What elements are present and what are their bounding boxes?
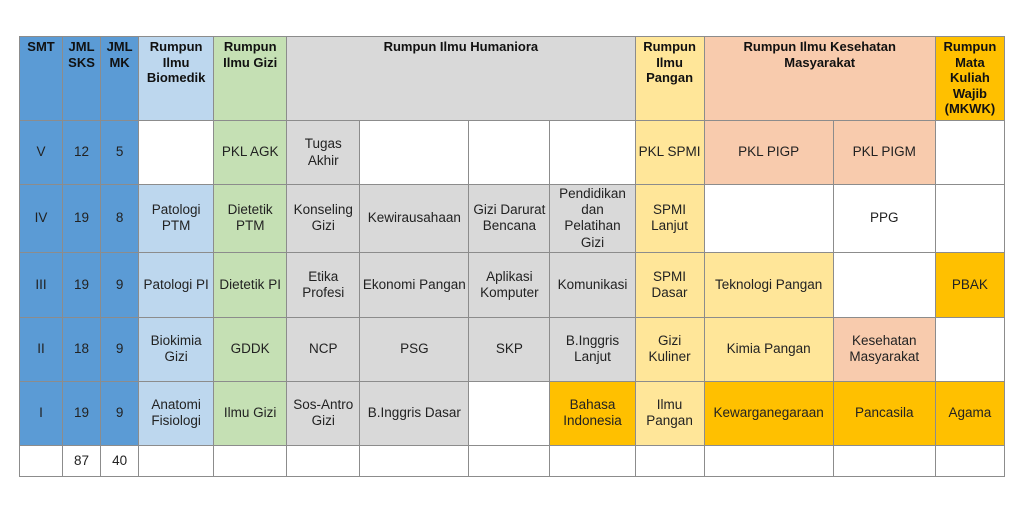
biomedik-cell: Patologi PI xyxy=(139,252,214,317)
table-row xyxy=(20,317,1005,381)
kesmas-cell: Kimia Pangan xyxy=(704,317,833,381)
mkwk-cell: PBAK xyxy=(935,252,1004,317)
pangan-cell: Ilmu Pangan xyxy=(635,381,704,445)
header-gizi: Rumpun Ilmu Gizi xyxy=(214,37,287,121)
mk-cell: 9 xyxy=(101,317,139,381)
mkwk-cell: Agama xyxy=(935,381,1004,445)
header-humaniora: Rumpun Ilmu Humaniora xyxy=(287,37,635,121)
humaniora-cell: Gizi Darurat Bencana xyxy=(469,185,550,253)
humaniora-cell xyxy=(469,381,550,445)
humaniora-cell xyxy=(360,121,469,185)
header-jml-mk: JML MK xyxy=(101,37,139,121)
biomedik-cell: Anatomi Fisiologi xyxy=(139,381,214,445)
sks-cell: 19 xyxy=(63,252,101,317)
mk-cell: 5 xyxy=(101,121,139,185)
table-row xyxy=(20,121,1005,185)
humaniora-cell: Komunikasi xyxy=(550,252,635,317)
kesmas-cell: PKL PIGM xyxy=(833,121,935,185)
kesmas-cell xyxy=(704,185,833,253)
empty-cell xyxy=(704,445,833,476)
humaniora-cell: PSG xyxy=(360,317,469,381)
totals-row xyxy=(20,445,1005,476)
header-mkwk: Rumpun Mata Kuliah Wajib (MKWK) xyxy=(935,37,1004,121)
biomedik-cell: Biokimia Gizi xyxy=(139,317,214,381)
empty-cell xyxy=(214,445,287,476)
header-pangan: Rumpun Ilmu Pangan xyxy=(635,37,704,121)
humaniora-cell xyxy=(550,121,635,185)
gizi-cell: Ilmu Gizi xyxy=(214,381,287,445)
humaniora-cell: B.Inggris Lanjut xyxy=(550,317,635,381)
header-jml-sks: JML SKS xyxy=(63,37,101,121)
kesmas-cell xyxy=(833,252,935,317)
humaniora-cell: Konseling Gizi xyxy=(287,185,360,253)
empty-cell xyxy=(550,445,635,476)
humaniora-cell: Sos-Antro Gizi xyxy=(287,381,360,445)
empty-cell xyxy=(469,445,550,476)
kesmas-cell: Pancasila xyxy=(833,381,935,445)
sks-cell: 19 xyxy=(63,185,101,253)
empty-cell xyxy=(139,445,214,476)
smt-cell: II xyxy=(20,317,63,381)
biomedik-cell: Patologi PTM xyxy=(139,185,214,253)
smt-cell: IV xyxy=(20,185,63,253)
empty-cell xyxy=(360,445,469,476)
mk-cell: 8 xyxy=(101,185,139,253)
totals-smt-cell xyxy=(20,445,63,476)
smt-cell: I xyxy=(20,381,63,445)
humaniora-cell: Etika Profesi xyxy=(287,252,360,317)
header-row xyxy=(20,37,1005,121)
kesmas-cell: Kesehatan Masyarakat xyxy=(833,317,935,381)
sks-cell: 18 xyxy=(63,317,101,381)
header-smt: SMT xyxy=(20,37,63,121)
empty-cell xyxy=(833,445,935,476)
empty-cell xyxy=(935,445,1004,476)
biomedik-cell xyxy=(139,121,214,185)
empty-cell xyxy=(287,445,360,476)
sks-cell: 19 xyxy=(63,381,101,445)
humaniora-cell: Aplikasi Komputer xyxy=(469,252,550,317)
kesmas-cell: PPG xyxy=(833,185,935,253)
sks-cell: 12 xyxy=(63,121,101,185)
humaniora-cell: Kewirausahaan xyxy=(360,185,469,253)
humaniora-cell: Pendidikan dan Pelatihan Gizi xyxy=(550,185,635,253)
mkwk-cell xyxy=(935,185,1004,253)
gizi-cell: GDDK xyxy=(214,317,287,381)
pangan-cell: SPMI Dasar xyxy=(635,252,704,317)
table-row xyxy=(20,185,1005,253)
humaniora-cell: Tugas Akhir xyxy=(287,121,360,185)
kesmas-cell: Kewarganegaraan xyxy=(704,381,833,445)
gizi-cell: PKL AGK xyxy=(214,121,287,185)
pangan-cell: SPMI Lanjut xyxy=(635,185,704,253)
humaniora-cell: SKP xyxy=(469,317,550,381)
humaniora-cell: B.Inggris Dasar xyxy=(360,381,469,445)
smt-cell: III xyxy=(20,252,63,317)
empty-cell xyxy=(635,445,704,476)
humaniora-cell xyxy=(469,121,550,185)
pangan-cell: PKL SPMI xyxy=(635,121,704,185)
curriculum-table xyxy=(19,36,1005,477)
gizi-cell: Dietetik PTM xyxy=(214,185,287,253)
humaniora-cell: NCP xyxy=(287,317,360,381)
mk-cell: 9 xyxy=(101,252,139,317)
gizi-cell: Dietetik PI xyxy=(214,252,287,317)
pangan-cell: Gizi Kuliner xyxy=(635,317,704,381)
mk-cell: 9 xyxy=(101,381,139,445)
table-row xyxy=(20,381,1005,445)
total-sks-cell: 87 xyxy=(63,445,101,476)
header-biomedik: Rumpun Ilmu Biomedik xyxy=(139,37,214,121)
humaniora-cell: Bahasa Indonesia xyxy=(550,381,635,445)
smt-cell: V xyxy=(20,121,63,185)
kesmas-cell: Teknologi Pangan xyxy=(704,252,833,317)
total-mk-cell: 40 xyxy=(101,445,139,476)
mkwk-cell xyxy=(935,121,1004,185)
kesmas-cell: PKL PIGP xyxy=(704,121,833,185)
humaniora-cell: Ekonomi Pangan xyxy=(360,252,469,317)
header-kesmas: Rumpun Ilmu Kesehatan Masyarakat xyxy=(704,37,935,121)
table-row xyxy=(20,252,1005,317)
mkwk-cell xyxy=(935,317,1004,381)
